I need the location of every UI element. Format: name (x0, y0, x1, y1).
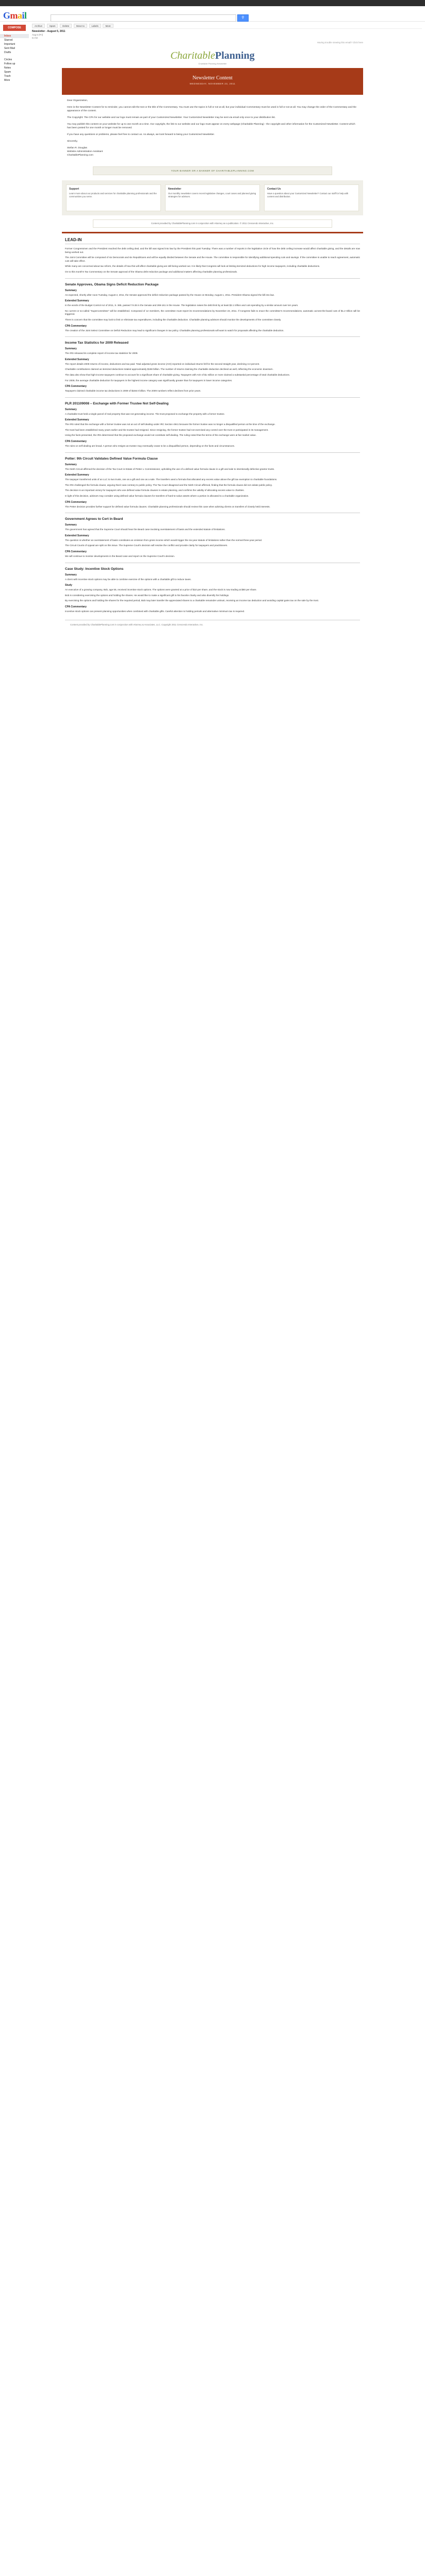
article-title[interactable]: PLR 201109008 – Exchange with Former Trustee Not Self-Dealing (65, 401, 169, 405)
column-text: Have a question about your Customized Newsletter? Contact our staff for help with content and distribution. (267, 192, 349, 198)
extended-paragraph: No current or so-called "Supercommittee" will be established. Composed of 12 members, the committee must report its recommendations by November 23, 2011. If Congress fails to enact the committee's recommendations, automatic across-the-board cuts of $1.2 trillion will be triggered. (65, 309, 360, 316)
summary-text: The IRS released its complete report of income tax statistics for 2009. (65, 352, 138, 355)
newsletter-banner (62, 68, 363, 95)
article-section (65, 513, 360, 558)
summary-label: Summary (65, 289, 77, 292)
extended-paragraph: The IRS challenged the formula clause, arguing that it was contrary to public policy. The Tax Court disagreed and the Ninth Circuit affirmed, finding that the formula clause did not violate public policy. (65, 483, 272, 486)
summary-label: Summary (65, 347, 77, 351)
lead-paragraph: On to this month's Tax Commentary on the Senate approval of the Obama debt reduction package and additional matters affecting charitable planning professionals. (65, 270, 238, 273)
extended-paragraph: The report details 2009 returns of income, deductions and tax paid. Total adjusted gross income (AGI) reported on individual returns fell for the second straight year, declining 3.3 percent. (65, 362, 260, 365)
intro-paragraph: Sincerely, (67, 140, 78, 143)
move-to-button[interactable]: Move to (74, 24, 87, 28)
cpa-commentary-label: CPA Commentary (65, 605, 87, 608)
summary-label: Summary (65, 523, 77, 527)
column-text: Our monthly newsletter covers recent legislative changes, court cases and planned giving strategies for advisors. (168, 192, 256, 198)
brand-header (62, 45, 363, 68)
spam-button[interactable]: Spam (47, 24, 58, 28)
newsletter-footer: Content provided by CharitablePlanning.com in conjunction with Attorney & Associates, LLC. Copyright 2011 Crescendo Interactive, Inc. (65, 620, 360, 630)
extended-label: Extended Summary (65, 473, 89, 477)
article-section (65, 563, 360, 614)
feature-column (66, 184, 161, 211)
message-toolbar (32, 24, 422, 29)
labels-button[interactable]: Labels (89, 24, 101, 28)
extended-paragraph: The trust had been established many years earlier and the trustee had resigned. Since resigning, the former trustee had not exercised any control over the trust or participated in its management. (65, 428, 269, 431)
column-title: Support (69, 188, 79, 191)
column-text: Learn more about our products and services for charitable planning professionals and the communities you serve. (69, 192, 157, 198)
extended-paragraph: Bob is considering exercising the options and holding the shares. He would like to make a significant gift to his favorite charity and also diversify his holdings. (65, 594, 230, 597)
section-divider (65, 397, 360, 398)
extended-paragraph: There is concern that the committee may look to limit or eliminate tax expenditures, including the charitable deduction. Charitable planning advisors should monitor the developments of the committee closely. (65, 318, 282, 321)
signature-name: Stefan R. Douglas (67, 147, 87, 149)
extended-label: Extended Summary (65, 358, 89, 361)
signature-title: Website Administration Assistant (67, 150, 103, 153)
extended-paragraph: In light of this decision, advisors may consider using defined value formula clauses for transfers of hard-to-value assets where a portion is allocated to a charitable organization. (65, 495, 249, 498)
sidebar-item-follow-up[interactable]: Follow up (4, 62, 15, 65)
sidebar-item-drafts[interactable]: Drafts (4, 51, 11, 54)
column-title: Contact Us (267, 188, 281, 191)
cpa-commentary-text: Incentive stock options can present planning opportunities when combined with charitable gifts. Careful attention to holding periods and alternative minimum tax is required. (65, 609, 245, 613)
cpa-commentary-text: Taxpayers claimed charitable income tax deductions in 2009 of $158.0 billion. The 2009 numbers reflect declines from prior years. (65, 389, 201, 393)
summary-label: Summary (65, 573, 77, 577)
article-title[interactable]: Senate Approves, Obama Signs Deficit Reduction Package (65, 282, 159, 286)
extended-paragraph: The taxpayer transferred units of an LLC to two trusts, one as a gift and one as a sale. The transfers used a formula that allocated any excess value above the gift tax exemption to charitable foundations. (65, 478, 277, 481)
intro-paragraph: If you have any questions or problems, please feel free to contact us. As always, we look forward to being your Customized Newsletter. (67, 133, 215, 136)
signature-org: CharitablePlanning.com (67, 154, 93, 157)
intro-paragraph: Dear Organization, (67, 99, 88, 102)
sidebar-item-trash[interactable]: Trash (4, 75, 11, 78)
archive-button[interactable]: Archive (32, 24, 45, 28)
banner-title: Newsletter Content (192, 75, 233, 81)
gmail-header (0, 6, 425, 22)
message-header (32, 30, 422, 39)
extended-paragraph: An executive of a growing company, Bob, age 55, received incentive stock options. The options were granted at a price of $10 per share, and the stock is now trading at $50 per share. (65, 588, 257, 591)
extended-label: Extended Summary (65, 299, 89, 303)
extended-paragraph: For 2009, the average charitable deduction for taxpayers in the highest income category was significantly greater than for taxpayers in lower income categories. (65, 379, 233, 382)
lead-paragraph: While many are concerned about tax reform, the details of how this will affect charitable giving are still being worked out. It is likely that Congress will look at limiting itemized deductions for high income taxpayers, including charitable deductions. (65, 265, 320, 268)
section-divider (65, 278, 360, 279)
newsletter-body (62, 40, 363, 630)
cpa-commentary-text: The Petter decision provides further support for defined value formula clauses. Charitable planning professionals should review this case when advising clients on transfers of closely held interests. (65, 505, 270, 508)
article-section (65, 397, 360, 448)
sidebar-item-circles[interactable]: Circles (4, 58, 12, 61)
article-title[interactable]: Case Study: Incentive Stock Options (65, 567, 124, 571)
cpa-commentary-label: CPA Commentary (65, 500, 87, 504)
extended-paragraph: The decision is an important victory for taxpayers who use defined value formula clauses in estate planning, and confirms the validity of allocating excess value to charities. (65, 489, 244, 492)
lead-paragraph: The Joint Committee will be composed of six Democrats and six Republicans and will be equally divided between the Senate and the House. The committee is responsible for identifying additional spending cuts and savings. If the committee is unable to reach agreement, automatic cuts will take effect. (65, 256, 360, 262)
message-date: Aug 5 (Fri) (32, 33, 43, 36)
compose-button[interactable]: COMPOSE (3, 25, 26, 31)
extended-paragraph: In the words of the Budget Control Act of 2011, S. 365, passed 74-26 in the Senate and 269-161 in the House. The legislation raises the debt limit by at least $2.1 trillion and cuts spending by a similar amount over ten years. (65, 304, 299, 307)
extended-paragraph: Charitable contributions claimed as itemized deductions totaled approximately $158 billion. The number of returns claiming the charitable deduction declined as well, reflecting the economic downturn. (65, 368, 273, 371)
extended-paragraph: Using the facts presented, the IRS determined that the proposed exchange would not constitute self-dealing. The ruling noted that the terms of the exchange were at fair market value. (65, 434, 256, 437)
sidebar-item-starred[interactable]: Starred (4, 39, 13, 42)
delete-button[interactable]: Delete (60, 24, 72, 28)
search-icon: ⚲ (241, 16, 244, 20)
content-credit: Content provided by CharitablePlanning.com in conjunction with Attorney as a publication. © 2011 Crescendo Interactive, Inc. (93, 219, 332, 228)
article-section (65, 336, 360, 393)
search-input[interactable] (51, 14, 236, 22)
extended-paragraph: The IRS ruled that the exchange with a former trustee was not an act of self-dealing under IRC Section 4941 because the former trustee was no longer a disqualified person at the time of the exchange. (65, 423, 275, 426)
sidebar-item-inbox[interactable]: Inbox (0, 34, 29, 38)
feature-column (264, 184, 359, 211)
sidebar-item-notes[interactable]: Notes (4, 66, 11, 70)
cpa-commentary-label: CPA Commentary (65, 550, 87, 553)
view-online-link[interactable]: Having trouble viewing this email? Click here (317, 41, 363, 44)
brand-subtitle: Charitable Planning Newsletter (198, 62, 227, 65)
extended-label: Extended Summary (65, 418, 89, 422)
article-area (62, 232, 363, 630)
cpa-banner[interactable]: YOUR BANNER OR A BANNER OF CHARITABLEPLANNING.COM (93, 166, 332, 175)
summary-text: A charitable trust held a single parcel of real property that was not generating income. The trust proposed to exchange the property with a former trustee. (65, 412, 225, 415)
extended-paragraph: The Circuit Courts of Appeal are split on this issue. The Supreme Court's decision will resolve the conflict and provide clarity for taxpayers and practitioners. (65, 544, 228, 547)
message-recipient[interactable]: to me (32, 37, 38, 39)
summary-label: Summary (65, 463, 77, 466)
section-divider (65, 336, 360, 337)
summary-text: A client with incentive stock options may be able to combine exercise of the options with a charitable gift to reduce taxes. (65, 578, 191, 581)
cpa-commentary-label: CPA Commentary (65, 440, 87, 444)
article-title[interactable]: Income Tax Statistics for 2009 Released (65, 341, 129, 345)
cpa-commentary-label: CPA Commentary (65, 324, 87, 328)
article-section (65, 452, 360, 509)
cpa-commentary-text: The rules on self-dealing are broad. A person who resigns as trustee may eventually cease to be a disqualified person, depending on the facts and circumstances. (65, 445, 235, 448)
intro-letter (62, 95, 363, 161)
search-button[interactable] (237, 14, 249, 22)
article-title[interactable]: Government Agrees to Cert in Beard (65, 517, 123, 521)
cpa-commentary-text: The creation of the Joint Select Committee on Deficit Reduction may lead to significant changes in tax policy. Charitable planning professionals will want to watch for proposals affecting the charitable deduction. (65, 329, 284, 332)
sidebar-item-sent[interactable]: Sent Mail (4, 47, 15, 50)
sidebar (0, 23, 29, 82)
column-title: Newsletter (168, 188, 182, 191)
banner-date: WEDNESDAY, NOVEMBER 23, 2011 (189, 82, 236, 85)
more-button[interactable]: More (103, 24, 113, 28)
sidebar-item-spam[interactable]: Spam (4, 71, 11, 74)
intro-paragraph: Here is the Newsletter Content for to reminder, you cannot edit the text or the title of the Commentary. You must use the topics in full or not at all, but your individual Commentary must be used in full or not at all. You may change the order of the Commentary and the appearance of the content. (67, 106, 356, 112)
feature-columns (62, 180, 363, 215)
message-subject: Newsletter - August 5, 2011 (32, 30, 66, 33)
sidebar-item-more[interactable]: More (4, 79, 10, 82)
extended-paragraph: The data also show that high-income taxpayers continue to account for a significant share of charitable giving. Taxpayers with AGI of $1 million or more claimed a substantial percentage of total charitable deductions. (65, 373, 290, 376)
gmail-logo[interactable]: Gmail (3, 10, 27, 21)
extended-label: Study (65, 584, 72, 587)
summary-text: The Ninth Circuit affirmed the decision of the Tax Court in Estate of Petter v. Commissioner, upholding the use of a defined value formula clause in a gift and sale to intentionally defective grantor trusts. (65, 467, 275, 470)
feature-column (165, 184, 260, 211)
article-section (65, 278, 360, 333)
cpa-commentary-text: We will continue to monitor developments in the Beard case and report on the Supreme Court's decision. (65, 555, 175, 557)
extended-paragraph: By exercising the options and holding the shares for the required period, Bob may later transfer the appreciated shares to a charitable remainder unitrust, receiving an income tax deduction and avoiding capital gains tax on the sale by the trust. (65, 599, 319, 602)
brand-logo: CharitablePlanning (170, 50, 255, 61)
top-bar (0, 0, 425, 6)
article-title[interactable]: Potter: 9th Circuit Validates Defined Value Formula Clause (65, 456, 158, 461)
lead-in-title: LEAD-IN (65, 238, 360, 244)
intro-paragraph: The Copyright: The CPA for our website and our logo must remain as part of your Customized Newsletter. Your Customized Newsletter may be sent via email only once to your distribution list. (67, 116, 276, 119)
summary-label: Summary (65, 408, 77, 411)
section-divider (65, 452, 360, 453)
summary-text: As expected, shortly after noon Tuesday, August 2, 2011, the Senate approved the deficit reduction package passed by the House on Monday, August 1, 2011. President Obama signed the bill into law. (65, 293, 274, 296)
sidebar-item-important[interactable]: Important (4, 43, 15, 46)
extended-label: Extended Summary (65, 534, 89, 537)
extended-paragraph: The question is whether an overstatement of basis constitutes an omission from gross income which would trigger the six-year statute of limitations rather than the normal three-year period. (65, 538, 263, 541)
lead-paragraph: Former Congressmen and the President reached the debt ceiling deal, and the bill was signed into law by the President this past Tuesday. There was a number of reports in the legislative circle of how the debt ceiling increase would affect charitable giving, and the details are now being worked out. (65, 247, 360, 253)
intro-paragraph: You may publish this content on your website for up to one month at a time. Our copyright, the link to our website and our logo must appear on every webpage (Charitable Planning) - the copyright and other information for the Customized Newsletter. Content which has been posted for one month or longer must be removed. (67, 123, 355, 129)
cpa-commentary-label: CPA Commentary (65, 385, 87, 388)
summary-text: The government has agreed that the Supreme Court should hear the Beard case involving overstatement of basis and the extended statute of limitations. (65, 528, 225, 531)
